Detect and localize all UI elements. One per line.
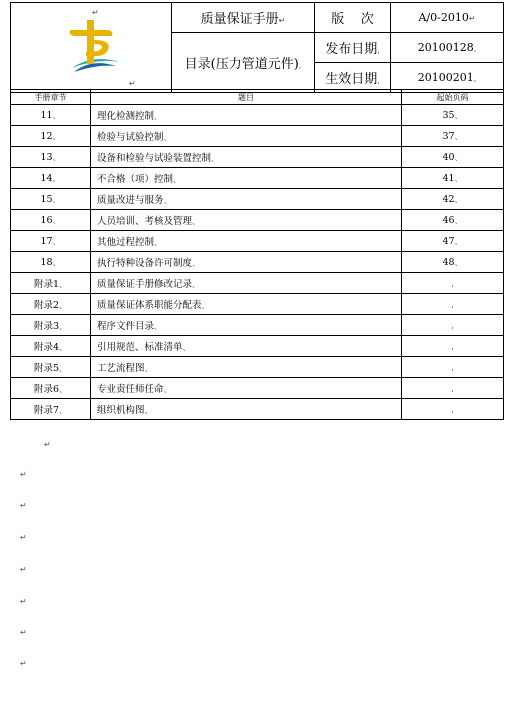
row-section: 16、 — [11, 210, 91, 231]
row-title: 工艺流程图、 — [91, 357, 402, 378]
manual-title: 质量保证手册↵ — [172, 3, 315, 33]
table-row — [11, 168, 504, 189]
table-row — [11, 294, 504, 315]
row-title: 质量保证体系职能分配表、 — [91, 294, 402, 315]
column-header-title: 题目 — [91, 90, 402, 105]
table-row — [11, 378, 504, 399]
logo-cell — [11, 3, 172, 93]
row-title: 组织机构图、 — [91, 399, 402, 420]
contents-table — [10, 89, 504, 420]
table-row — [11, 231, 504, 252]
table-row — [11, 399, 504, 420]
row-title: 设备和检验与试验装置控制、 — [91, 147, 402, 168]
row-page: , — [402, 378, 504, 399]
row-page: 41、 — [402, 168, 504, 189]
paragraph-mark: ↵ — [20, 565, 27, 574]
row-section: 附录3、 — [11, 315, 91, 336]
row-section: 附录2、 — [11, 294, 91, 315]
row-page: 35、 — [402, 105, 504, 126]
table-row — [11, 126, 504, 147]
paragraph-mark: ↵ — [20, 659, 27, 668]
row-section: 13、 — [11, 147, 91, 168]
row-title: 质量改进与服务、 — [91, 189, 402, 210]
row-section: 11、 — [11, 105, 91, 126]
paragraph-mark: ↵ — [20, 470, 27, 479]
directory-subtitle: 目录(压力管道元件), — [172, 33, 315, 93]
row-title: 检验与试验控制、 — [91, 126, 402, 147]
row-section: 14、 — [11, 168, 91, 189]
row-title: 其他过程控制、 — [91, 231, 402, 252]
row-title: 人员培训、考核及管理、 — [91, 210, 402, 231]
row-page: 47、 — [402, 231, 504, 252]
label-effective-date: 生效日期, — [315, 63, 391, 93]
row-section: 附录7、 — [11, 399, 91, 420]
paragraph-mark: ↵ — [20, 501, 27, 510]
value-publish-date: 20100128, — [391, 33, 504, 63]
row-page: 46、 — [402, 210, 504, 231]
row-section: 18、 — [11, 252, 91, 273]
label-publish-date: 发布日期, — [315, 33, 391, 63]
row-title: 不合格（项）控制、 — [91, 168, 402, 189]
table-row — [11, 105, 504, 126]
row-title: 专业责任师任命、 — [91, 378, 402, 399]
row-page: 40、 — [402, 147, 504, 168]
document-header — [10, 2, 504, 93]
table-row — [11, 336, 504, 357]
paragraph-mark: ↵ — [44, 440, 51, 449]
row-page: , — [402, 336, 504, 357]
column-header-page: 起始页码 — [402, 90, 504, 105]
row-section: 附录4、 — [11, 336, 91, 357]
row-title: 质量保证手册修改记录、 — [91, 273, 402, 294]
paragraph-mark: ↵ — [129, 79, 136, 88]
row-page: 37、 — [402, 126, 504, 147]
table-row — [11, 357, 504, 378]
paragraph-mark: ↵ — [20, 533, 27, 542]
row-page: , — [402, 357, 504, 378]
row-title: 执行特种设备许可制度、 — [91, 252, 402, 273]
table-row — [11, 273, 504, 294]
label-edition: 版 次 — [315, 3, 391, 33]
value-effective-date: 20100201, — [391, 63, 504, 93]
row-page: 48、 — [402, 252, 504, 273]
row-section: 15、 — [11, 189, 91, 210]
table-row — [11, 189, 504, 210]
company-logo-icon — [46, 14, 136, 78]
row-page: , — [402, 399, 504, 420]
row-title: 引用规范、标准清单、 — [91, 336, 402, 357]
row-page: 42、 — [402, 189, 504, 210]
paragraph-mark: ↵ — [20, 628, 27, 637]
row-title: 程序文件目录、 — [91, 315, 402, 336]
row-section: 12、 — [11, 126, 91, 147]
row-page: , — [402, 273, 504, 294]
row-section: 附录1、 — [11, 273, 91, 294]
table-header-row — [11, 90, 504, 105]
row-page: , — [402, 294, 504, 315]
row-section: 附录5、 — [11, 357, 91, 378]
table-row — [11, 210, 504, 231]
table-row — [11, 252, 504, 273]
table-row — [11, 147, 504, 168]
row-section: 17、 — [11, 231, 91, 252]
row-page: , — [402, 315, 504, 336]
table-row — [11, 315, 504, 336]
row-title: 理化检测控制、 — [91, 105, 402, 126]
column-header-section: 手册章节 — [11, 90, 91, 105]
row-section: 附录6、 — [11, 378, 91, 399]
value-edition: A/0-2010↵ — [391, 3, 504, 33]
paragraph-mark: ↵ — [20, 597, 27, 606]
paragraph-mark: ↵ — [92, 8, 99, 17]
